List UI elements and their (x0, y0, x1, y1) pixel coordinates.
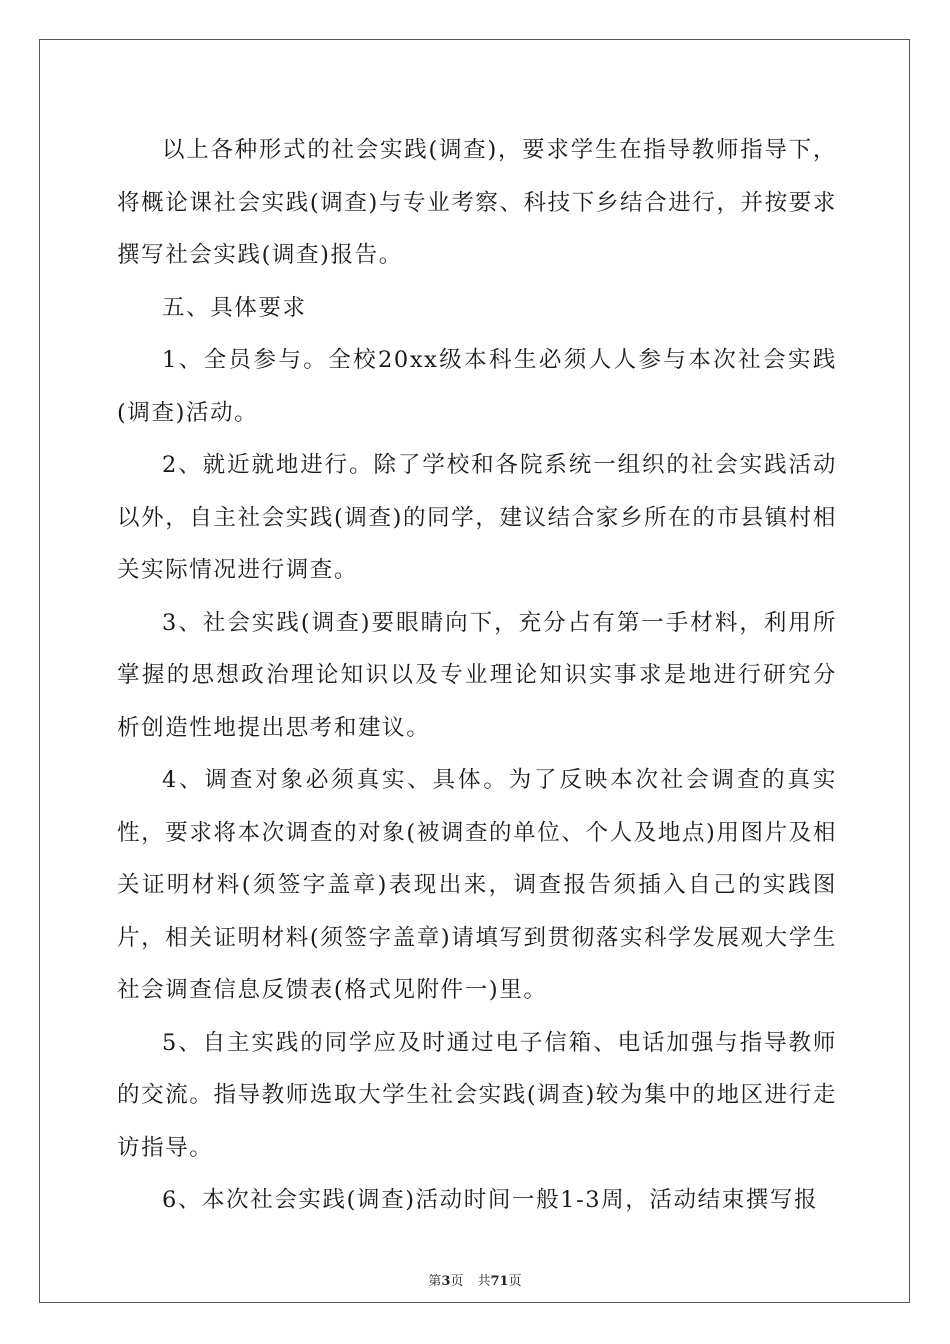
section-heading: 五、具体要求 (162, 294, 307, 321)
page-prefix: 第 (428, 1274, 442, 1289)
total-pages: 71 (490, 1274, 509, 1289)
document-body (117, 124, 837, 1227)
total-suffix: 页 (508, 1274, 522, 1289)
paragraph-intro: 以上各种形式的社会实践(调查)，要求学生在指导教师指导下，将概论课社会实践(调查)与专业考察、科技下乡结合进行，并按要求撰写社会实践(调查)报告。 (117, 137, 837, 268)
requirement-item-1: 1、全员参与。全校20xx级本科生必须人人参与本次社会实践(调查)活动。 (117, 347, 837, 426)
requirement-item-6: 6、本次社会实践(调查)活动时间一般1-3周，活动结束撰写报 (162, 1187, 819, 1213)
page-number: 3 (441, 1274, 451, 1289)
requirement-item-4: 4、调查对象必须真实、具体。为了反映本次社会调查的真实性，要求将本次调查的对象(被调查的单位、个人及地点)用图片及相关证明材料(须签字盖章)表现出来，调查报告须插入自己的实践图片，相关证明材料(须签字盖章)请填写到贯彻落实科学发展观大学生社会调查信息反馈表(格式见附件一)里。 (117, 767, 837, 1003)
page-footer (0, 1270, 950, 1289)
requirement-item-5: 5、自主实践的同学应及时通过电子信箱、电话加强与指导教师的交流。指导教师选取大学生社会实践(调查)较为集中的地区进行走访指导。 (117, 1029, 837, 1161)
page-suffix: 页 (450, 1274, 464, 1289)
total-prefix: 共 (477, 1274, 491, 1289)
requirement-item-3: 3、社会实践(调查)要眼睛向下，充分占有第一手材料，利用所掌握的思想政治理论知识以及专业理论知识实事求是地进行研究分析创造性地提出思考和建议。 (117, 609, 837, 741)
requirement-item-2: 2、就近就地进行。除了学校和各院系统一组织的社会实践活动以外，自主社会实践(调查)的同学，建议结合家乡所在的市县镇村相关实际情况进行调查。 (117, 452, 837, 583)
